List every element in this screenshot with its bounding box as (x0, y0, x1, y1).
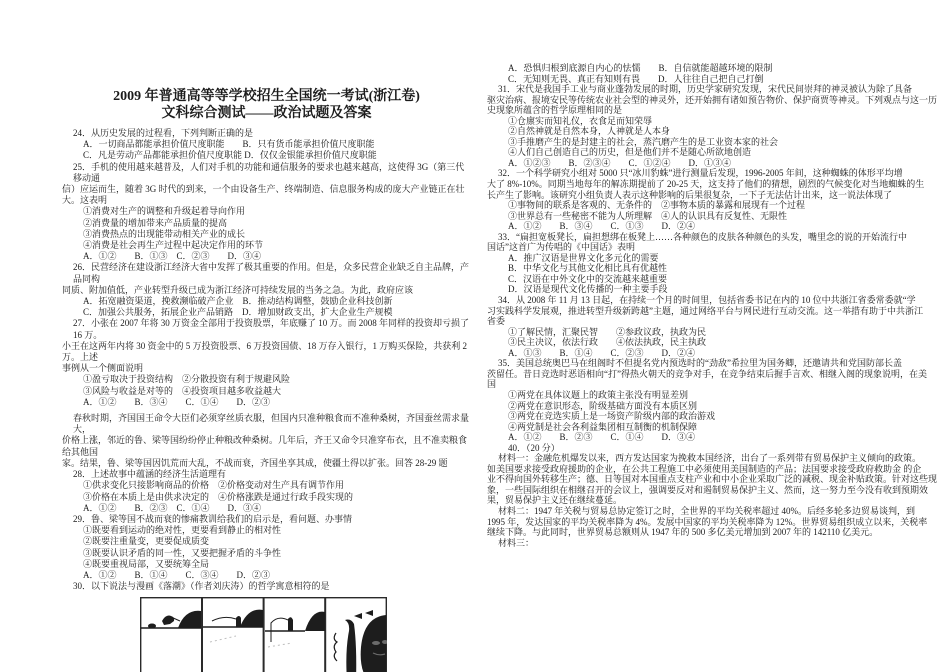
text-line: 28．上述故事中蕴涵的经济生活道理有 (73, 469, 227, 480)
text-line: 价格上涨，邻近的鲁、梁等国纷纷停止种粮改种桑树。几年后，齐王又命令只准穿布衣，且不准卖粮食给其他国 (62, 435, 468, 457)
text-line: 31．宋代是我国手工业与商业蓬勃发展的时期，历史学家研究发现，宋代民间崇拜的神灵被认为除了具备 (498, 84, 913, 95)
text-line: C．汉语在中外文化中的交流越来越重要 (508, 273, 668, 284)
text-line: ①仓廪实而知礼仪，衣食足而知荣辱 (508, 115, 653, 126)
text-line: 省委 (487, 316, 506, 327)
text-line: 信）应运而生，随着 3G 时代的到来，一个由设备生产、终端制造、信息服务构成的庞大产业链正在壮大。这表明 (62, 184, 465, 206)
text-line: 26．民营经济在建设浙江经济大省中发挥了极其重要的作用。但是，众多民营企业缺乏自主品牌，产品同构 (73, 262, 470, 284)
ebb-tide-comic-image (140, 597, 387, 672)
text-line: 材料二：1947 年关税与贸易总协定签订之时，全世界的平均关税率超过 40%。后经多轮多边贸易谈判，到 (498, 505, 915, 516)
text-line: 32．一个科学研究小组对 5000 只“冰川豹蛛”进行测量后发现，1996-2005 年间，这种蜘蛛的体形平均增 (498, 168, 903, 179)
text-line: 大了 8%-10%。同期当地每年的解冻期提前了 20-25 天，这支持了他们的猜想，剧烈的气候变化对当地蜘蛛的生 (487, 179, 925, 190)
text-line: 小王在这两年内将 30 资金中的 5 万投资股票、6 万投资国债、18 万存入银行，1 万购买保险，共获利 2 万。上述 (62, 340, 470, 363)
text-line: 驱灾治病、报境安民等传统农业社会型的神灵外，还开始拥有诸如预告物价、保护商贾等神灵。下列观点与这一历 (487, 94, 938, 105)
text-line: A．①② B．②③ C．①④ D．③④ (508, 432, 696, 443)
text-line: B．中华文化与其他文化相比具有优越性 (508, 263, 668, 274)
exam-title-line1: 2009 年普通高等等学校招生全国统一考试(浙江卷) (113, 89, 420, 104)
text-line: 材料一：金融危机爆发以来，西方发达国家为挽救本国经济，出台了一系列带有贸易保护主义倾向的政策。 (498, 453, 922, 464)
text-line: A．①②③ B．②③④ C．①②④ D．①③④ (508, 157, 732, 168)
text-line: D．汉语是现代文化传播的一种主要手段 (508, 284, 668, 295)
text-line: 35．美国总统奥巴马在组阁时不但提名党内预选时的“劲敌”希拉里为国务卿，还邀请共和党国防部长盖 (498, 358, 902, 369)
text-line: 同质、附加值低，产业转型升级已成为浙江经济可持续发展的当务之急。为此，政府应该 (62, 284, 414, 295)
text-line: 史现象所蕴含的哲学原理相同的是 (487, 105, 623, 116)
text-line: 事例从一个侧面说明 (62, 363, 144, 374)
text-line: A．推广汉语是世界文化多元化的需要 (508, 252, 659, 263)
text-line: A．恐惧归根到底源自内心的怯懦 B．自信就能超越环境的限制 (508, 63, 773, 73)
text-line: 春秋时期，齐国国王命令大臣们必须穿丝质衣服，但国内只准种粮食而不准种桑树，齐国蚕丝需求量大， (73, 413, 470, 435)
text-line: 茨留任。昔日竞选时恶语相向“打”得热火朝天的竞争对手，在竞争结束后握手言欢、相继入阁的现象说明，在美 (487, 368, 927, 379)
text-line: ③手推磨产生的是封建主的社会，蒸汽磨产生的是工业资本家的社会 (508, 136, 779, 147)
text-line: C．加强公共服务，拓展企业产品销路 D．增加财政支出，扩大企业生产规模 (83, 307, 393, 318)
text-line: ②既要注重量变，更要促成质变 (83, 536, 210, 547)
text-line: 家。结果，鲁、梁等国因饥荒而大乱，不战而衰，齐国坐享其成，使疆土得以扩张。回答 28-29 题 (62, 457, 448, 468)
ebb-tide-comic (140, 597, 387, 672)
text-line: A．①② B．②③ C．①④ D．③④ (83, 502, 262, 513)
text-line: ①消费对生产的调整和升级起着导向作用 (83, 206, 246, 217)
text-line: ④人们自己创造自己的历史，但是他们并不是随心所欲地创造 (508, 147, 752, 158)
text-line: ②消费量的增加带来产品质量的提高 (83, 217, 228, 228)
text-line: 29．鲁、梁等国不战而衰的惨痛教训给我们的启示是，看问题、办事情 (73, 513, 353, 524)
text-line: 长产生了影响。该研究小组负责人表示这种影响的后果很复杂，一下子无法估计出来，这一说法体现了 (487, 189, 893, 200)
text-line: 30．以下说法与漫画《落潮》（作者刘庆涛）的哲学寓意相符的是 (73, 581, 330, 592)
text-line: 材料三： (498, 537, 535, 548)
text-line: ④两党制是社会各利益集团相互制衡的机制保障 (508, 421, 698, 432)
text-line: ①盈亏取决于投资结构 ②分散投资有利于规避风险 (83, 374, 291, 385)
text-line: 象，一些国际组织在相继召开的会议上，强调要反对和遏制贸易保护主义、然而，这一努力至今没有收到预期效 (487, 484, 929, 495)
text-line: A．拓宽融资渠道，挽救濒临破产企业 B．推动结构调整，鼓励企业科技创新 (83, 296, 393, 307)
text-line: 业不得向国外转移生产；德、日等国对本国重点支柱产业和中小企业采取广泛的减税、现金补贴政策。针对这些现 (487, 474, 938, 485)
text-line: A．一切商品都能承担价值尺度职能 B．只有货币能承担价值尺度职能 (83, 139, 375, 150)
text-line: 27．小张在 2007 年将 30 万资金全部用于投资股票，年底赚了 10 万。而 2008 年同样的投资却亏损了 16 万。 (73, 318, 472, 340)
left-column (62, 88, 471, 672)
text-line: ③既要认识矛盾的同一性，又要把握矛盾的斗争性 (83, 547, 282, 558)
text-line: 33．“扁担宽板凳长，扁担想绑在板凳上……各种颜色的皮肤各种颜色的头发，嘴里念的说的开始流行中 (498, 231, 907, 242)
text-line: 习实践科学发展观，推进转型升级新跨越”主题，通过网络平台与网民进行互动交流。这一举措有助于中共浙江 (487, 305, 923, 316)
text-line: ①供求变化只接影响商品的价格 ②价格变动对生产具有调节作用 (83, 480, 345, 491)
text-line: ①事物间的联系是客观的、无条件的 ②事物本质的暴露和展现有一个过程 (508, 200, 806, 211)
text-line: ②两党在意识形态，阶级基础方面没有本质区别 (508, 400, 698, 411)
text-line: ③民主决议，依法行政 ④依法执政，民主执政 (508, 337, 707, 348)
text-line: 25．手机的使用越来越普及，人们对手机的功能和通信服务的要求也越来越高，这使得 3G（第三代移动通 (73, 161, 465, 183)
text-line: 24．从历史发展的过程看，下列判断正确的是 (73, 128, 254, 138)
text-line: 1995 年，发达国家的平均关税率降为 4%。发展中国家的平均关税率降为 12%。世界贸易组织成立以来，关税率 (487, 516, 928, 527)
right-column-text (487, 63, 943, 548)
text-line: A．①③ B．①④ C．②③ D．②④ (508, 347, 696, 358)
exam-title-line2: 文科综合测试——政治试题及答案 (161, 106, 372, 121)
text-line: C．无知则无畏、真正有知则有畏 D．人往往自己把自己打倒 (508, 73, 764, 84)
exam-title (62, 88, 471, 122)
text-line: A．①② B．①④ C．③④ D．②③ (83, 569, 271, 580)
text-line: 国话”这首广为传唱的《中国话》表明 (487, 242, 635, 253)
text-line: ④既要重视局部，又要统筹全局 (83, 558, 210, 569)
left-column-text (62, 128, 471, 592)
text-line: 果，贸易保护主义还在继续蔓延。 (487, 495, 623, 506)
text-line: ③风险与收益是对等的 ④投资项目越多收益越大 (83, 385, 282, 396)
text-line: 34．从 2008 年 11 月 13 日起，在持续一个月的时间里，包括省委书记在内的 10 位中共浙江省委常委就“学 (498, 295, 916, 306)
text-line: 继续下降。与此同时，世界贸易总额则从 1947 年的 500 多亿美元增加到 2007 年的 142110 亿美元。 (487, 527, 879, 538)
text-line: ③两党在竞选实质上是一场资产阶级内部的政治游戏 (508, 411, 716, 422)
text-line: 40．（20 分） (508, 442, 560, 453)
text-line: 如美国要求接受政府援助的企业，在公共工程施工中必须使用美国制造的产品；法国要求接受政府救助金 的企 (487, 463, 922, 474)
text-line: A．①② B．③④ C．①④ D．②③ (83, 396, 271, 407)
text-line: A．①② B．①③ C．②③ D．③④ (83, 251, 262, 262)
text-line: ④消费是社会再生产过程中起决定作用的环节 (83, 240, 264, 251)
text-line: A．①② B．③④ C．①③ D．②④ (508, 221, 696, 232)
text-line: ③世界总有一些秘密不能为人所理解 ④人的认识具有反复性、无限性 (508, 210, 788, 221)
text-line: ①两党在具体议题上的政策主张没有明显差别 (508, 389, 689, 400)
text-line: ①了解民情，汇聚民智 ②参政议政，执政为民 (508, 326, 707, 337)
text-line: ③消费热点的出现能带动相关产业的成长 (83, 228, 246, 239)
text-line: 国 (487, 379, 497, 390)
right-column (487, 63, 943, 548)
text-line: ②自然神就是自然本身，人神就是人本身 (508, 126, 671, 137)
text-line: ①既要看到运动的绝对性，更要看到静止的相对性 (83, 525, 282, 536)
text-line: C．凡是劳动产品都能承担价值尺度职能 D．仅仅金银能承担价值尺度职能 (83, 150, 377, 161)
text-line: ③价格在本质上是由供求决定的 ④价格涨跌是通过行政手段实现的 (83, 491, 354, 502)
